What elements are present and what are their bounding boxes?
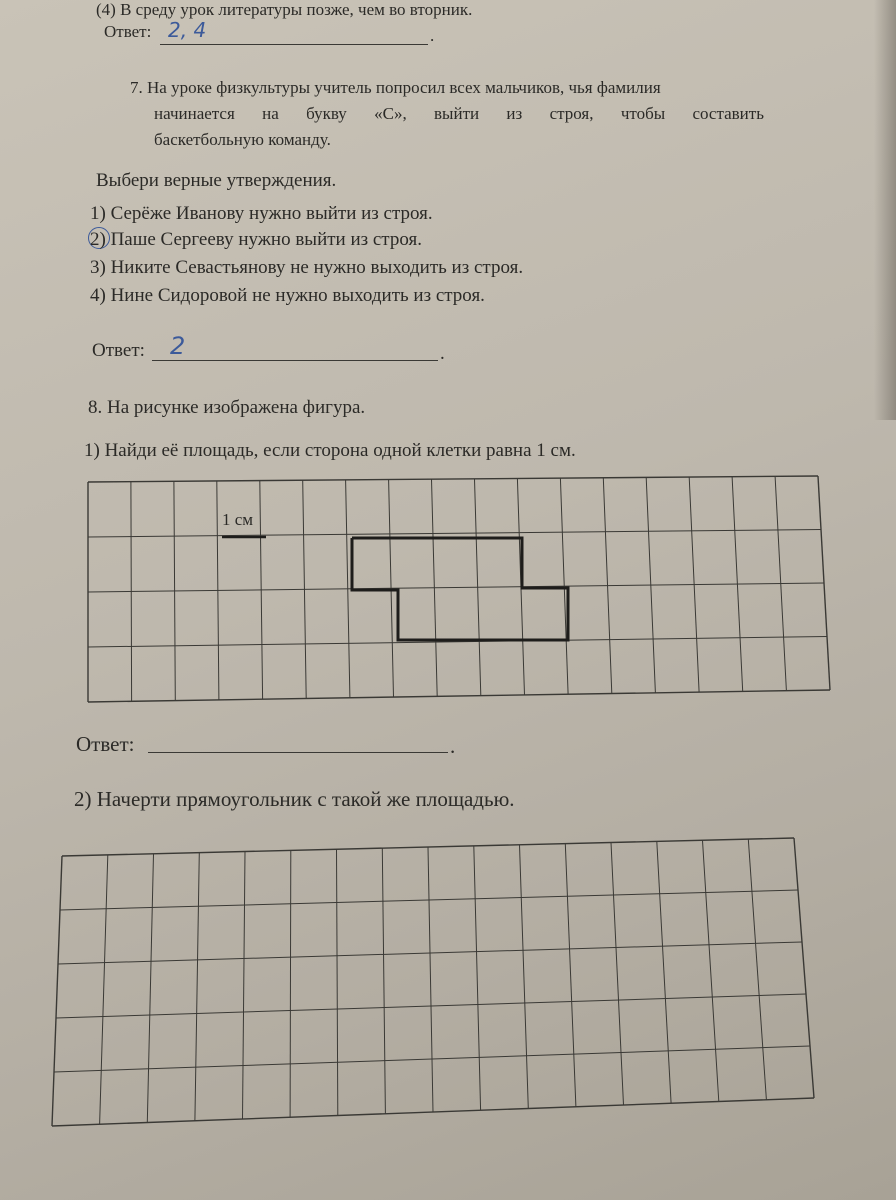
task7-word: «С»,	[374, 104, 407, 123]
grid-line	[195, 853, 199, 1121]
grid-line	[474, 846, 481, 1110]
grid-line	[611, 843, 624, 1106]
task7-line3: баскетбольную команду.	[154, 130, 331, 149]
grid-line	[382, 848, 385, 1114]
grid-line	[243, 852, 246, 1120]
task7-word: букву	[306, 104, 347, 123]
grid-line	[88, 530, 821, 538]
task7-word: составить	[692, 104, 764, 123]
prev-answer-label: Ответ:	[104, 22, 152, 41]
grid-line	[290, 850, 291, 1117]
task7-word: на	[262, 104, 279, 123]
task8-answer-period: .	[450, 734, 456, 758]
task8-part2: 2) Начерти прямоугольник с такой же площадью.	[74, 787, 515, 811]
grid-line	[520, 845, 529, 1109]
task7-option-1: 1) Серёже Иванову нужно выйти из строя.	[90, 203, 433, 224]
task8-answer-line[interactable]	[148, 752, 448, 753]
task7-line1: 7. На уроке физкультуры учитель попросил всех мальчиков, чья фамилия	[130, 78, 661, 97]
figure-grid	[88, 476, 830, 702]
grid-line	[88, 637, 827, 648]
grid-line	[88, 476, 818, 482]
task8-title: 8. На рисунке изображена фигура.	[88, 397, 366, 418]
task7-option-2: 2) Паше Сергееву нужно выйти из строя.	[90, 229, 422, 250]
task7-prompt: Выбери верные утверждения.	[96, 170, 337, 191]
prev-answer-period: .	[430, 26, 435, 45]
grid-line	[748, 839, 766, 1100]
grid-line	[565, 844, 576, 1107]
task7-option-4: 4) Нине Сидоровой не нужно выходить из строя.	[90, 285, 485, 306]
task7-answer-handwriting: 2	[170, 332, 186, 360]
grid-line	[428, 847, 433, 1112]
grid-line	[703, 840, 719, 1101]
scale-label: 1 см	[222, 510, 254, 529]
grid-line	[100, 855, 108, 1124]
task8-answer-label: Ответ:	[76, 732, 135, 756]
task7-word: из	[506, 104, 523, 123]
shape-outline	[352, 538, 568, 640]
grid-line	[337, 849, 338, 1115]
task7-word: строя,	[549, 104, 594, 123]
grid-line	[52, 856, 62, 1126]
task7-answer-label: Ответ:	[92, 340, 145, 361]
prev-answer-handwriting: 2, 4	[168, 18, 207, 42]
grid-line	[657, 841, 671, 1103]
task7-word: чтобы	[620, 104, 666, 123]
grid-line	[794, 838, 814, 1098]
grid-line	[88, 690, 830, 702]
task7-word: начинается	[154, 104, 235, 123]
task7-word: выйти	[434, 104, 480, 123]
task8-part1: 1) Найди её площадь, если сторона одной клетки равна 1 см.	[84, 440, 576, 461]
prev-task-item-4: (4) В среду урок литературы позже, чем во вторник.	[96, 0, 473, 19]
grid-line	[147, 854, 153, 1123]
drawing-grid	[52, 838, 814, 1126]
grid-line	[88, 583, 824, 592]
task7-option-3: 3) Никите Севастьянову не нужно выходить из строя.	[90, 257, 524, 278]
task7-answer-period: .	[440, 343, 445, 364]
